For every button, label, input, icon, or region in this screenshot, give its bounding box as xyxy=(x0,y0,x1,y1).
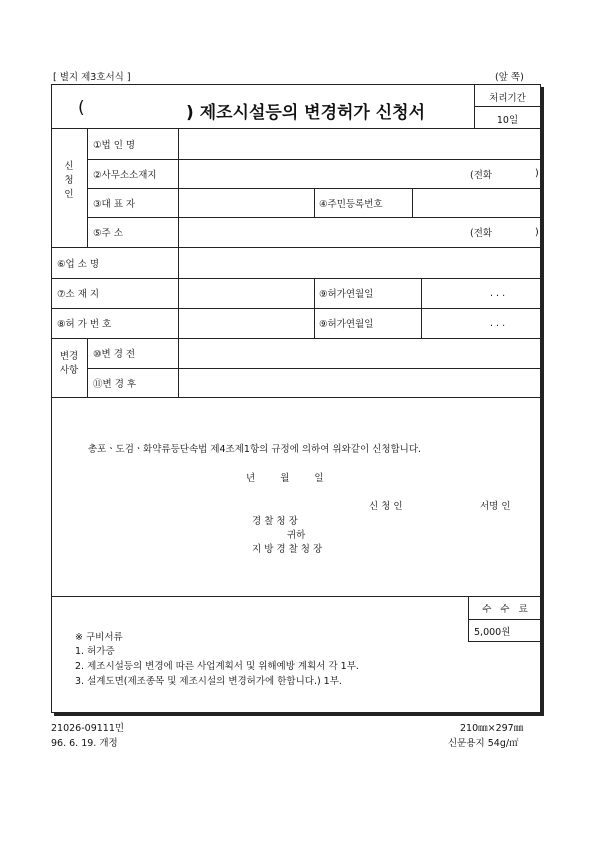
document-item-2: 2. 제조시설등의 변경에 따른 사업계획서 및 위해예방 계획서 각 1부. xyxy=(75,661,359,672)
frame-shadow-bottom xyxy=(54,713,544,716)
honorific-label: 귀하 xyxy=(287,530,306,541)
footer-revision-date: 96. 6. 19. 개정 xyxy=(51,738,118,749)
title-text: 제조시설등의 변경허가 신청서 xyxy=(199,103,426,123)
page-side-label: (앞 쪽) xyxy=(495,72,524,83)
fee-label: 수 수 료 xyxy=(482,604,528,615)
address-phone-label: (전화 xyxy=(470,228,493,239)
address-phone-close: ) xyxy=(535,226,539,238)
required-documents-title: ※ 구비서류 xyxy=(75,632,123,643)
corp-name-label: ①법 인 명 xyxy=(93,139,136,151)
footer-paper-type: 신문용지 54g/㎡ xyxy=(448,738,519,749)
document-item-3: 3. 설계도면(제조종목 및 제조시설의 변경허가에 한합니다.) 1부. xyxy=(75,676,342,687)
applicant-signature-label: 신 청 인 xyxy=(369,501,403,512)
permit-number-label: ⑧허 가 번 호 xyxy=(57,319,112,330)
change-before-label: ⑩변 경 전 xyxy=(93,349,136,360)
declaration-date: 년 월 일 xyxy=(246,473,324,484)
business-name-label: ⑥업 소 명 xyxy=(57,258,100,270)
change-after-label: ⑪변 경 후 xyxy=(93,378,137,390)
police-agency-label: 경 찰 청 장 xyxy=(252,516,298,527)
title-paren-close: ) xyxy=(186,103,194,123)
form-title xyxy=(186,98,425,123)
regional-police-label: 지 방 경 찰 청 장 xyxy=(252,544,323,555)
title-paren-open: ( xyxy=(78,98,85,118)
footer-form-code: 21026-09111민 xyxy=(51,723,125,734)
processing-period-value: 10일 xyxy=(496,115,519,126)
declaration-text: 총포ㆍ도검ㆍ화약류등단속법 제4조제1항의 규정에 의하여 위와같이 신청합니다. xyxy=(88,444,422,455)
permit-date-label-1: ⑨허가연월일 xyxy=(319,289,374,300)
applicant-group-label: 신청인 xyxy=(64,161,74,200)
office-phone-label: (전화 xyxy=(470,169,493,181)
office-address-label: ②사무소소재지 xyxy=(93,169,157,181)
frame-shadow-right xyxy=(541,87,544,716)
office-phone-close: ) xyxy=(535,168,539,179)
form-number: [ 별지 제3호서식 ] xyxy=(53,72,131,83)
permit-date-dots-1: . . . xyxy=(490,287,506,299)
document-item-1: 1. 허가증 xyxy=(75,646,115,657)
address-label: ⑤주 소 xyxy=(93,228,123,239)
signature-seal-label: 서명 인 xyxy=(480,501,511,512)
resident-number-label: ④주민등록번호 xyxy=(319,198,383,210)
permit-date-label-2: ⑨허가연월일 xyxy=(319,319,374,330)
change-group-label: 변경사항 xyxy=(59,351,79,376)
permit-date-dots-2: . . . xyxy=(490,317,506,329)
representative-label: ③대 표 자 xyxy=(93,198,136,210)
fee-value: 5,000원 xyxy=(474,627,511,638)
processing-period-label: 처리기간 xyxy=(489,93,526,104)
location-label: ⑦소 재 지 xyxy=(57,289,100,300)
footer-paper-size: 210㎜×297㎜ xyxy=(460,723,524,734)
